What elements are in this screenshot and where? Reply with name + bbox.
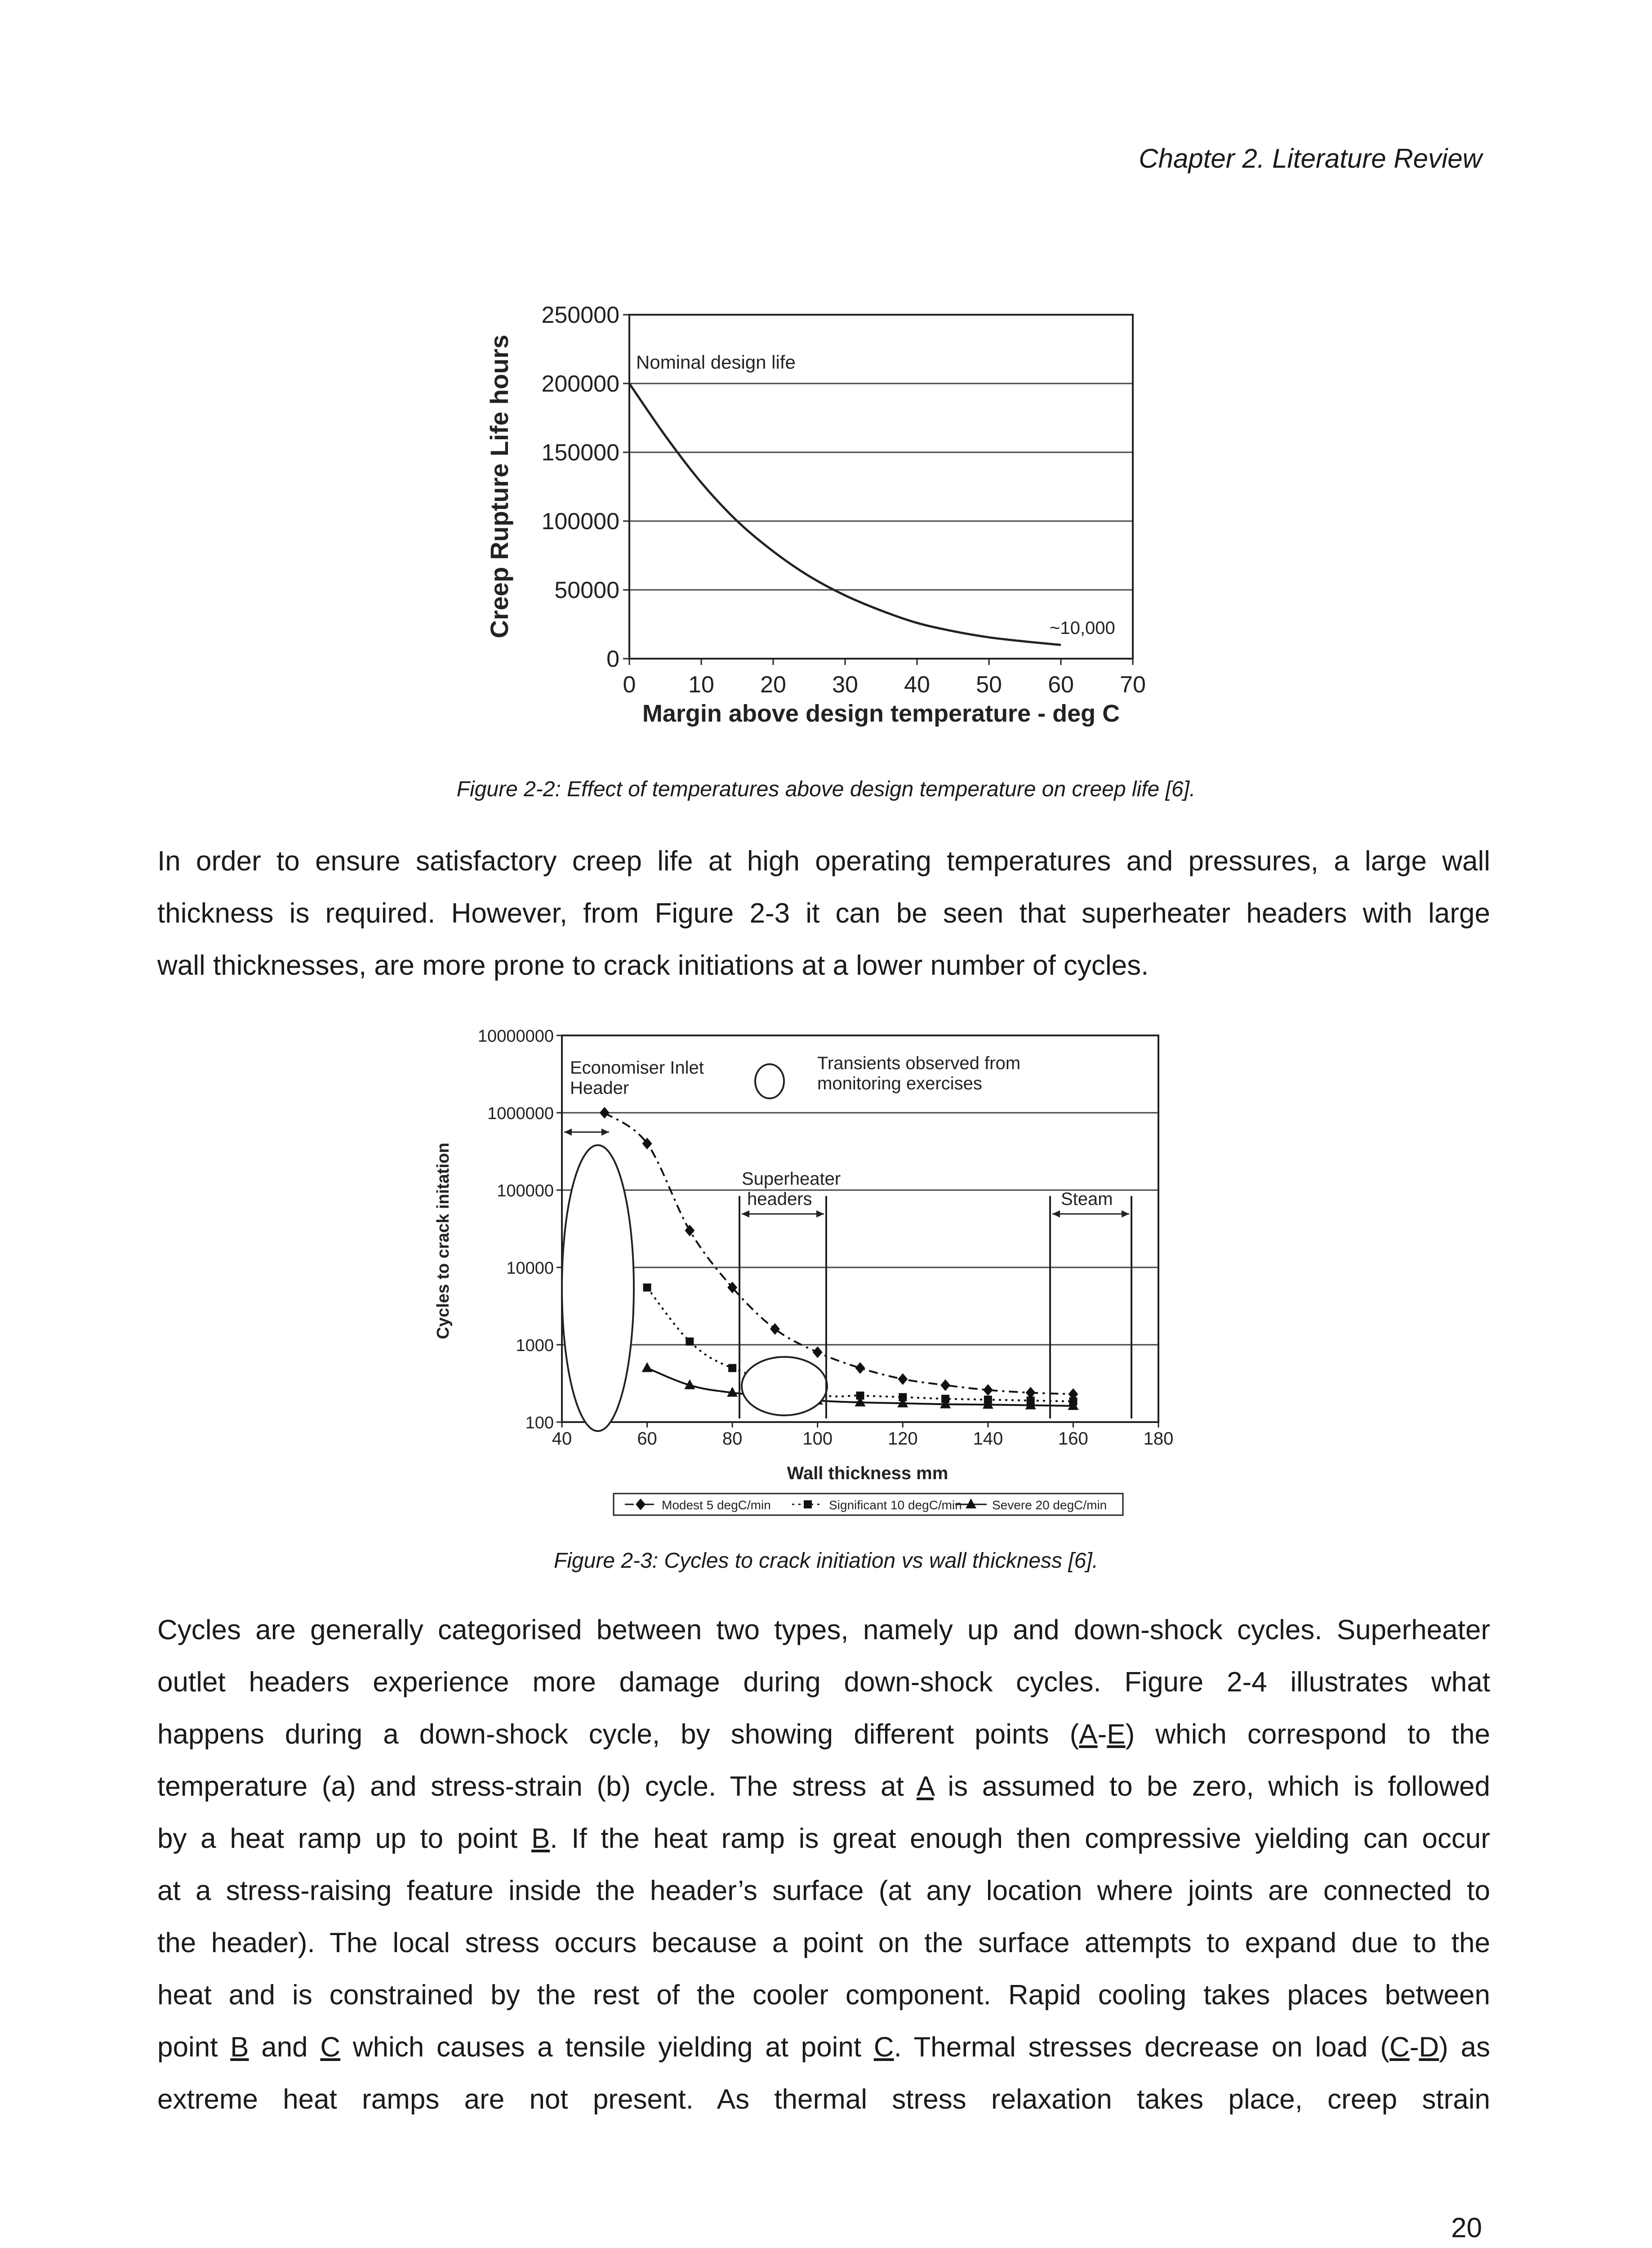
data-point-significant <box>728 1364 736 1372</box>
x-axis-label: Wall thickness mm <box>787 1463 948 1483</box>
data-point-modest <box>770 1323 780 1335</box>
para2-line10: extreme heat ramps are not present. As thermal stress relaxation takes place, creep strain <box>157 2084 1490 2115</box>
x-tick-label: 20 <box>760 672 786 698</box>
para1-line1: In order to ensure satisfactory creep life at high operating temperatures and pressures, a large wall <box>157 846 1490 877</box>
figure-creep-life-chart <box>476 292 1178 742</box>
x-tick-label: 10 <box>688 672 714 698</box>
x-tick-label: 100 <box>802 1429 833 1449</box>
x-tick-label: 0 <box>623 672 636 698</box>
data-point-modest <box>940 1379 950 1391</box>
para2-line9: point B and C which causes a tensile yielding at point C. Thermal stresses decrease on load (C-D) as <box>157 2032 1490 2063</box>
data-point-severe <box>642 1362 653 1372</box>
y-tick-label: 10000 <box>506 1259 554 1278</box>
para2-line7: the header). The local stress occurs because a point on the surface attempts to expand due to the <box>157 1927 1490 1958</box>
x-tick-label: 80 <box>722 1429 743 1449</box>
para1-line2: thickness is required. However, from Figure 2-3 it can be seen that superheater headers with large <box>157 898 1490 929</box>
figure-cycles-chart <box>427 1016 1214 1520</box>
legend-label-significant: Significant 10 degC/min <box>829 1498 962 1512</box>
y-tick-label: 250000 <box>541 302 619 328</box>
figure1-caption: Figure 2-2: Effect of temperatures above design temperature on creep life [6]. <box>456 777 1196 801</box>
data-point-modest <box>855 1362 865 1374</box>
annotation-superheater-1: Superheater <box>742 1169 841 1189</box>
y-tick-label: 200000 <box>541 371 619 397</box>
data-point-significant <box>686 1338 694 1346</box>
y-tick-label: 50000 <box>554 577 619 603</box>
creep-life-curve <box>629 384 1061 645</box>
data-point-significant <box>643 1284 651 1292</box>
y-tick-label: 150000 <box>541 440 619 466</box>
page-number: 20 <box>1451 2212 1482 2244</box>
para2-line8: heat and is constrained by the rest of the cooler component. Rapid cooling takes places between <box>157 1980 1490 2011</box>
y-tick-label: 10000000 <box>477 1027 554 1046</box>
x-tick-label: 70 <box>1120 672 1146 698</box>
transients-marker-ellipse <box>755 1064 784 1098</box>
paragraph-1 <box>157 835 1490 992</box>
annotation-transients-1: Transients observed from <box>817 1053 1021 1073</box>
data-point-modest <box>983 1384 993 1396</box>
x-tick-label: 30 <box>832 672 858 698</box>
superheater-ellipse <box>742 1357 827 1415</box>
y-tick-label: 1000 <box>516 1336 554 1355</box>
para2-line3: happens during a down-shock cycle, by showing different points (A-E) which correspond to the <box>157 1719 1490 1750</box>
data-point-modest <box>813 1347 823 1358</box>
para2-line2: outlet headers experience more damage during down-shock cycles. Figure 2-4 illustrates what <box>157 1667 1490 1698</box>
y-axis-label: Creep Rupture Life hours <box>485 335 513 638</box>
economiser-ellipse <box>562 1145 634 1431</box>
y-tick-label: 0 <box>606 646 619 672</box>
x-tick-label: 40 <box>904 672 930 698</box>
y-tick-label: 1000000 <box>487 1104 554 1123</box>
annotation-10000: ~10,000 <box>1050 618 1115 638</box>
annotation-nominal-design-life: Nominal design life <box>636 352 796 373</box>
y-tick-label: 100000 <box>541 508 619 535</box>
series-line-modest <box>605 1113 1073 1394</box>
figure2-caption: Figure 2-3: Cycles to crack initiation vs wall thickness [6]. <box>553 1549 1099 1573</box>
annotation-economiser-1: Economiser Inlet <box>570 1058 704 1078</box>
para2-line5: by a heat ramp up to point B. If the heat ramp is great enough then compressive yielding can occur <box>157 1823 1490 1854</box>
y-axis-label: Cycles to crack initation <box>434 1142 453 1339</box>
legend-label-modest: Modest 5 degC/min <box>662 1498 771 1512</box>
annotation-economiser-2: Header <box>570 1078 629 1098</box>
annotation-superheater-2: headers <box>747 1189 812 1209</box>
x-tick-label: 60 <box>637 1429 657 1449</box>
chapter-header: Chapter 2. Literature Review <box>1139 143 1482 174</box>
para2-line6: at a stress-raising feature inside the header’s surface (at any location where joints are connected to <box>157 1875 1490 1906</box>
y-tick-label: 100 <box>525 1414 554 1432</box>
data-point-modest <box>600 1107 610 1119</box>
para1-line3: wall thicknesses, are more prone to crack initiations at a lower number of cycles. <box>157 950 1149 981</box>
x-tick-label: 160 <box>1058 1429 1088 1449</box>
x-tick-label: 60 <box>1048 672 1074 698</box>
x-tick-label: 180 <box>1143 1429 1174 1449</box>
annotation-transients-2: monitoring exercises <box>817 1074 982 1093</box>
para2-line1: Cycles are generally categorised between two types, namely up and down-shock cycles. Superheater <box>157 1615 1490 1646</box>
x-tick-label: 140 <box>973 1429 1003 1449</box>
legend-marker-significant <box>804 1500 812 1508</box>
data-point-modest <box>898 1373 908 1385</box>
x-tick-label: 120 <box>887 1429 918 1449</box>
x-tick-label: 50 <box>976 672 1002 698</box>
x-tick-label: 40 <box>552 1429 572 1449</box>
y-tick-label: 100000 <box>497 1182 554 1200</box>
x-axis-label: Margin above design temperature - deg C <box>642 700 1120 727</box>
legend-label-severe: Severe 20 degC/min <box>992 1498 1107 1512</box>
paragraph-2 <box>157 1604 1490 2126</box>
annotation-steam: Steam <box>1061 1189 1113 1209</box>
para2-line4: temperature (a) and stress-strain (b) cycle. The stress at A is assumed to be zero, which is followed <box>157 1771 1491 1802</box>
